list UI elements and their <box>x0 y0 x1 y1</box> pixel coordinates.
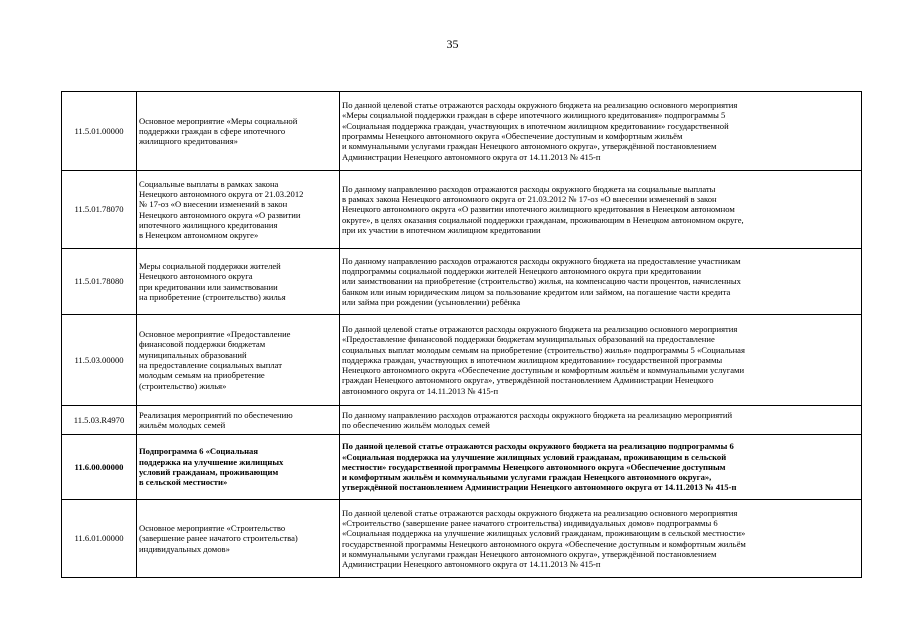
description-cell: По данному направлению расходов отражаются расходы окружного бюджета на реализацию мероприятий по обеспечению жильём молодых семей <box>340 406 862 435</box>
code-cell: 11.5.01.78070 <box>62 171 137 249</box>
code-cell: 11.6.01.00000 <box>62 500 137 578</box>
table-row <box>62 406 862 435</box>
description-cell: По данному направлению расходов отражаются расходы окружного бюджета на предоставление участникам подпрограммы социальной поддержки жителей Ненецкого автономного округа при кредитовании или заимствовании на приобретение (строительство) жилья, на компенсацию части процентов, начисленных банком или иным юридическим лицом за пользование кредитом или займом, на погашение части кредита или займа при рождении (усыновлении) ребёнка <box>340 249 862 315</box>
table-row <box>62 92 862 171</box>
code-cell: 11.5.03.R4970 <box>62 406 137 435</box>
code-cell: 11.5.01.00000 <box>62 92 137 171</box>
name-cell: Подпрограмма 6 «Социальная поддержка на улучшение жилищных условий гражданам, проживающим в сельской местности» <box>137 435 340 500</box>
name-cell: Основное мероприятие «Строительство (завершение ранее начатого строительства) индивидуальных домов» <box>137 500 340 578</box>
description-cell: По данной целевой статье отражаются расходы окружного бюджета на реализацию основного мероприятия «Предоставление финансовой поддержки бюджетам муниципальных образований на предоставление социальных выплат молодым семьям на приобретение (строительство) жилья» подпрограммы 5 «Социальная поддержка граждан, участвующих в ипотечном жилищном кредитовании» государственной программы Ненецкого автономного округа «Обеспечение доступным и комфортным жильём и коммунальными услугами граждан Ненецкого автономного округа», утверждённой постановлением Администрации Ненецкого автономного округа от 14.11.2013 № 415-п <box>340 315 862 406</box>
table-row <box>62 171 862 249</box>
code-cell: 11.5.01.78080 <box>62 249 137 315</box>
description-cell: По данной целевой статье отражаются расходы окружного бюджета на реализацию основного мероприятия «Строительство (завершение ранее начатого строительства) индивидуальных домов» подпрограммы 6 «Социальная поддержка на улучшение жилищных условий гражданам, проживающим в сельской местности» государственной программы Ненецкого автономного округа «Обеспечение доступным и комфортным жильём и коммунальными услугами граждан Ненецкого автономного округа», утверждённой постановлением Администрации Ненецкого автономного округа от 14.11.2013 № 415-п <box>340 500 862 578</box>
name-cell: Социальные выплаты в рамках закона Ненецкого автономного округа от 21.03.2012 № 17-оз «О внесении изменений в закон Ненецкого автономного округа «О развитии ипотечного жилищного кредитования в Ненецком автономном округе» <box>137 171 340 249</box>
table-row <box>62 435 862 500</box>
name-cell: Реализация мероприятий по обеспечению жильём молодых семей <box>137 406 340 435</box>
table-row <box>62 500 862 578</box>
description-cell: По данной целевой статье отражаются расходы окружного бюджета на реализацию основного мероприятия «Меры социальной поддержки граждан в сфере ипотечного жилищного кредитования» подпрограммы 5 «Социальная поддержка граждан, участвующих в ипотечном жилищном кредитовании» государственной программы Ненецкого автономного округа «Обеспечение доступным и комфортным жильём и коммунальными услугами граждан Ненецкого автономного округа», утверждённой постановлением Администрации Ненецкого автономного округа от 14.11.2013 № 415-п <box>340 92 862 171</box>
name-cell: Основное мероприятие «Меры социальной поддержки граждан в сфере ипотечного жилищного кредитования» <box>137 92 340 171</box>
page-number: 35 <box>446 37 459 51</box>
name-cell: Меры социальной поддержки жителей Ненецкого автономного округа при кредитовании или заимствовании на приобретение (строительство) жилья <box>137 249 340 315</box>
budget-classification-table <box>61 91 862 578</box>
code-cell: 11.6.00.00000 <box>62 435 137 500</box>
description-cell: По данной целевой статье отражаются расходы окружного бюджета на реализацию подпрограммы 6 «Социальная поддержка на улучшение жилищных условий гражданам, проживающим в сельской местности» государственной программы Ненецкого автономного округа «Обеспечение доступным и комфортным жильём и коммунальными услугами граждан Ненецкого автономного округа», утверждённой постановлением Администрации Ненецкого автономного округа от 14.11.2013 № 415-п <box>340 435 862 500</box>
name-cell: Основное мероприятие «Предоставление финансовой поддержки бюджетам муниципальных образований на предоставление социальных выплат молодым семьям на приобретение (строительство) жилья» <box>137 315 340 406</box>
code-cell: 11.5.03.00000 <box>62 315 137 406</box>
description-cell: По данному направлению расходов отражаются расходы окружного бюджета на социальные выплаты в рамках закона Ненецкого автономного округа от 21.03.2012 № 17-оз «О внесении изменений в закон Ненецкого автономного округа «О развитии ипотечного жилищного кредитования в Ненецком автономном округе», в целях оказания социальной поддержки гражданам, проживающим в Ненецком автономном округе, при их участии в ипотечном жилищном кредитовании <box>340 171 862 249</box>
table-row <box>62 315 862 406</box>
table-row <box>62 249 862 315</box>
